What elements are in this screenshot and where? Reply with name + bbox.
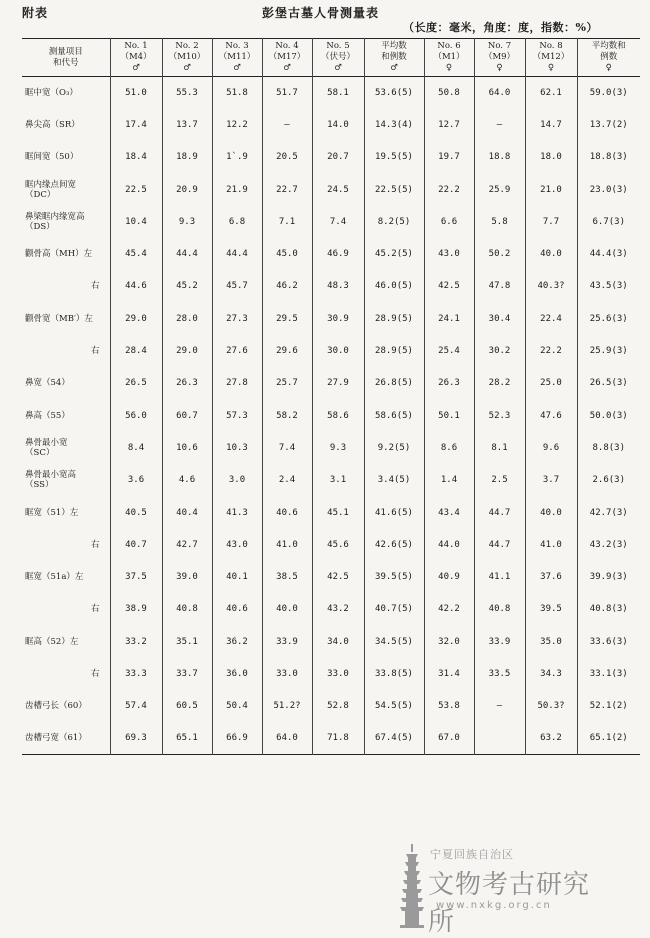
table-cell: 25.9(3) bbox=[577, 335, 640, 367]
table-cell: 44.4 bbox=[212, 238, 262, 270]
table-cell: 36.2 bbox=[212, 626, 262, 658]
table-cell: 40.0 bbox=[525, 496, 577, 528]
table-cell: 44.7 bbox=[474, 529, 525, 561]
table-row bbox=[22, 464, 640, 496]
table-cell: 2.6(3) bbox=[577, 464, 640, 496]
row-label: 齿槽弓长（60） bbox=[22, 690, 110, 722]
table-cell: 25.6(3) bbox=[577, 303, 640, 335]
table-cell: 45.1 bbox=[312, 496, 364, 528]
table-cell: 31.4 bbox=[424, 658, 474, 690]
table-cell: 60.5 bbox=[162, 690, 212, 722]
table-cell: 43.0 bbox=[424, 238, 474, 270]
row-label: 齿槽弓宽（61） bbox=[22, 722, 110, 754]
table-cell: 1`.9 bbox=[212, 141, 262, 173]
table-cell: 51.0 bbox=[110, 77, 162, 109]
table-cell: 69.3 bbox=[110, 722, 162, 754]
table-cell: 59.0(3) bbox=[577, 77, 640, 109]
table-cell: 52.8 bbox=[312, 690, 364, 722]
table-cell: 28.2 bbox=[474, 367, 525, 399]
table-cell: 26.5 bbox=[110, 367, 162, 399]
row-label: 右 bbox=[22, 593, 110, 625]
table-cell: 25.9 bbox=[474, 173, 525, 205]
table-cell: 29.0 bbox=[162, 335, 212, 367]
table-cell: 60.7 bbox=[162, 399, 212, 431]
table-cell: 33.2 bbox=[110, 626, 162, 658]
table-cell: 27.6 bbox=[212, 335, 262, 367]
table-cell: 40.6 bbox=[262, 496, 312, 528]
table-title: 彭堡古墓人骨测量表 bbox=[262, 6, 380, 20]
table-row bbox=[22, 432, 640, 464]
table-cell: 57.3 bbox=[212, 399, 262, 431]
table-row bbox=[22, 270, 640, 302]
table-cell: 22.5 bbox=[110, 173, 162, 205]
table-cell: 42.2 bbox=[424, 593, 474, 625]
table-cell: 42.5 bbox=[312, 561, 364, 593]
table-cell: 6.6 bbox=[424, 206, 474, 238]
table-cell: 41.0 bbox=[262, 529, 312, 561]
row-label: 眶宽（51）左 bbox=[22, 496, 110, 528]
column-header-specimen: No. 7 （M9） ♀ bbox=[474, 39, 525, 77]
table-row bbox=[22, 561, 640, 593]
table-cell: 39.9(3) bbox=[577, 561, 640, 593]
table-cell: — bbox=[474, 109, 525, 141]
table-cell: 40.9 bbox=[424, 561, 474, 593]
table-row bbox=[22, 367, 640, 399]
table-cell: 38.9 bbox=[110, 593, 162, 625]
header-row bbox=[22, 39, 640, 77]
table-cell: 18.0 bbox=[525, 141, 577, 173]
table-cell: 44.4 bbox=[162, 238, 212, 270]
table-cell: 41.1 bbox=[474, 561, 525, 593]
table-cell: 3.0 bbox=[212, 464, 262, 496]
table-cell: 65.1 bbox=[162, 722, 212, 754]
table-row bbox=[22, 141, 640, 173]
table-cell: 42.5 bbox=[424, 270, 474, 302]
table-cell: 64.0 bbox=[474, 77, 525, 109]
table-cell: 58.2 bbox=[262, 399, 312, 431]
table-cell: 8.8(3) bbox=[577, 432, 640, 464]
table-cell: 37.6 bbox=[525, 561, 577, 593]
table-cell: 13.7(2) bbox=[577, 109, 640, 141]
table-cell: 53.8 bbox=[424, 690, 474, 722]
table-cell: 33.7 bbox=[162, 658, 212, 690]
table-cell: 47.8 bbox=[474, 270, 525, 302]
table-cell: 30.0 bbox=[312, 335, 364, 367]
table-cell: 28.9(5) bbox=[364, 303, 424, 335]
table-cell: 58.6 bbox=[312, 399, 364, 431]
measurement-table bbox=[22, 38, 640, 755]
table-cell: 9.6 bbox=[525, 432, 577, 464]
table-cell: 19.7 bbox=[424, 141, 474, 173]
table-cell: 17.4 bbox=[110, 109, 162, 141]
table-cell: 40.8 bbox=[162, 593, 212, 625]
column-header-specimen: No. 6 （M1） ♀ bbox=[424, 39, 474, 77]
table-cell: 71.8 bbox=[312, 722, 364, 754]
table-cell: 43.2 bbox=[312, 593, 364, 625]
table-cell: 8.6 bbox=[424, 432, 474, 464]
table-cell: 13.7 bbox=[162, 109, 212, 141]
column-header-specimen: 平均数和 例数 ♀ bbox=[577, 39, 640, 77]
table-cell: 25.7 bbox=[262, 367, 312, 399]
table-cell: 40.8(3) bbox=[577, 593, 640, 625]
table-cell: 48.3 bbox=[312, 270, 364, 302]
table-cell: 20.7 bbox=[312, 141, 364, 173]
table-cell: 14.3(4) bbox=[364, 109, 424, 141]
column-header-specimen: No. 8 （M12） ♀ bbox=[525, 39, 577, 77]
table-cell: 45.4 bbox=[110, 238, 162, 270]
table-cell: 33.8(5) bbox=[364, 658, 424, 690]
table-cell: 44.6 bbox=[110, 270, 162, 302]
table-cell: 40.1 bbox=[212, 561, 262, 593]
table-row bbox=[22, 109, 640, 141]
table-cell: 12.2 bbox=[212, 109, 262, 141]
table-cell: 8.2(5) bbox=[364, 206, 424, 238]
table-cell: 40.0 bbox=[525, 238, 577, 270]
table-cell: 14.0 bbox=[312, 109, 364, 141]
table-cell: 65.1(2) bbox=[577, 722, 640, 754]
table-cell: 63.2 bbox=[525, 722, 577, 754]
table-cell: 10.6 bbox=[162, 432, 212, 464]
pagoda-icon bbox=[400, 844, 424, 928]
table-cell: 19.5(5) bbox=[364, 141, 424, 173]
table-cell: 51.8 bbox=[212, 77, 262, 109]
table-cell: 29.5 bbox=[262, 303, 312, 335]
table-cell: 53.6(5) bbox=[364, 77, 424, 109]
table-row bbox=[22, 399, 640, 431]
row-label: 眶高（52）左 bbox=[22, 626, 110, 658]
row-label: 鼻宽（54） bbox=[22, 367, 110, 399]
table-cell: 45.6 bbox=[312, 529, 364, 561]
table-cell: 21.0 bbox=[525, 173, 577, 205]
table-cell: 33.1(3) bbox=[577, 658, 640, 690]
watermark-url: www.nxkg.org.cn bbox=[436, 900, 552, 911]
table-cell: 44.0 bbox=[424, 529, 474, 561]
table-cell: 1.4 bbox=[424, 464, 474, 496]
table-cell: 45.2 bbox=[162, 270, 212, 302]
table-cell: 33.6(3) bbox=[577, 626, 640, 658]
table-cell: 44.4(3) bbox=[577, 238, 640, 270]
table-row bbox=[22, 335, 640, 367]
table-cell: 10.4 bbox=[110, 206, 162, 238]
table-row bbox=[22, 529, 640, 561]
table-body bbox=[22, 77, 640, 755]
table-cell: 47.6 bbox=[525, 399, 577, 431]
table-cell: 29.6 bbox=[262, 335, 312, 367]
table-cell: 3.7 bbox=[525, 464, 577, 496]
table-cell: 33.0 bbox=[262, 658, 312, 690]
table-cell: 35.0 bbox=[525, 626, 577, 658]
table-cell: 30.4 bbox=[474, 303, 525, 335]
row-label: 鼻梁眶内缘宽高 （DS） bbox=[22, 206, 110, 238]
table-cell: 41.6(5) bbox=[364, 496, 424, 528]
table-cell: 58.6(5) bbox=[364, 399, 424, 431]
table-cell: 67.4(5) bbox=[364, 722, 424, 754]
table-cell: 28.4 bbox=[110, 335, 162, 367]
table-cell: 22.4 bbox=[525, 303, 577, 335]
row-label: 颧骨宽（MB′）左 bbox=[22, 303, 110, 335]
table-cell: 8.4 bbox=[110, 432, 162, 464]
table-cell: 4.6 bbox=[162, 464, 212, 496]
table-cell: 39.5(5) bbox=[364, 561, 424, 593]
row-label: 眶中宽（O₃） bbox=[22, 77, 110, 109]
table-cell: 9.2(5) bbox=[364, 432, 424, 464]
table-cell: 32.0 bbox=[424, 626, 474, 658]
table-cell: 33.9 bbox=[474, 626, 525, 658]
table-cell: 25.4 bbox=[424, 335, 474, 367]
table-cell: 33.0 bbox=[312, 658, 364, 690]
table-cell: 7.4 bbox=[312, 206, 364, 238]
table-cell: 5.8 bbox=[474, 206, 525, 238]
table-cell: 56.0 bbox=[110, 399, 162, 431]
table-cell: 50.0(3) bbox=[577, 399, 640, 431]
watermark-region: 宁夏回族自治区 bbox=[430, 848, 514, 861]
table-cell: 3.4(5) bbox=[364, 464, 424, 496]
table-cell: 10.3 bbox=[212, 432, 262, 464]
table-cell: 41.3 bbox=[212, 496, 262, 528]
table-cell: 7.4 bbox=[262, 432, 312, 464]
table-cell: 40.6 bbox=[212, 593, 262, 625]
table-cell: 66.9 bbox=[212, 722, 262, 754]
table-cell: 43.4 bbox=[424, 496, 474, 528]
table-cell: 2.4 bbox=[262, 464, 312, 496]
table-cell: 20.9 bbox=[162, 173, 212, 205]
table-cell: 34.5(5) bbox=[364, 626, 424, 658]
table-cell: 46.2 bbox=[262, 270, 312, 302]
table-cell: 54.5(5) bbox=[364, 690, 424, 722]
table-cell: 57.4 bbox=[110, 690, 162, 722]
table-cell: 8.1 bbox=[474, 432, 525, 464]
table-cell: 50.2 bbox=[474, 238, 525, 270]
table-cell: 50.3? bbox=[525, 690, 577, 722]
column-header-specimen: 平均数 和例数 ♂ bbox=[364, 39, 424, 77]
table-cell: 30.2 bbox=[474, 335, 525, 367]
table-row bbox=[22, 238, 640, 270]
table-cell: 30.9 bbox=[312, 303, 364, 335]
column-header-specimen: No. 4 （M17） ♂ bbox=[262, 39, 312, 77]
table-cell: 21.9 bbox=[212, 173, 262, 205]
table-cell: 58.1 bbox=[312, 77, 364, 109]
table-row bbox=[22, 303, 640, 335]
table-cell: 40.7(5) bbox=[364, 593, 424, 625]
table-cell: 43.5(3) bbox=[577, 270, 640, 302]
table-row bbox=[22, 593, 640, 625]
column-header-specimen: No. 1 （M4） ♂ bbox=[110, 39, 162, 77]
table-cell: 6.8 bbox=[212, 206, 262, 238]
table-row bbox=[22, 77, 640, 109]
table-row bbox=[22, 722, 640, 754]
table-cell: 18.8 bbox=[474, 141, 525, 173]
table-row bbox=[22, 626, 640, 658]
table-cell: 50.4 bbox=[212, 690, 262, 722]
row-label: 右 bbox=[22, 270, 110, 302]
table-cell: 26.8(5) bbox=[364, 367, 424, 399]
table-cell: 51.2? bbox=[262, 690, 312, 722]
table-cell: 34.0 bbox=[312, 626, 364, 658]
table-cell: 3.6 bbox=[110, 464, 162, 496]
table-cell: 40.7 bbox=[110, 529, 162, 561]
table-cell: 26.5(3) bbox=[577, 367, 640, 399]
table-cell: 40.0 bbox=[262, 593, 312, 625]
table-cell: 44.7 bbox=[474, 496, 525, 528]
table-cell: 50.8 bbox=[424, 77, 474, 109]
table-cell: 18.4 bbox=[110, 141, 162, 173]
table-cell: 3.1 bbox=[312, 464, 364, 496]
table-cell: 41.0 bbox=[525, 529, 577, 561]
table-cell: 37.5 bbox=[110, 561, 162, 593]
table-cell: 22.2 bbox=[424, 173, 474, 205]
table-cell: 50.1 bbox=[424, 399, 474, 431]
table-cell: 22.2 bbox=[525, 335, 577, 367]
table-cell: 33.9 bbox=[262, 626, 312, 658]
table-cell: 33.5 bbox=[474, 658, 525, 690]
table-row bbox=[22, 206, 640, 238]
row-label: 右 bbox=[22, 529, 110, 561]
table-cell: 24.1 bbox=[424, 303, 474, 335]
table-cell: — bbox=[262, 109, 312, 141]
table-cell: 22.5(5) bbox=[364, 173, 424, 205]
table-cell: 27.3 bbox=[212, 303, 262, 335]
table-cell: 42.7(3) bbox=[577, 496, 640, 528]
table-cell: 22.7 bbox=[262, 173, 312, 205]
table-row bbox=[22, 690, 640, 722]
table-cell: 62.1 bbox=[525, 77, 577, 109]
table-row bbox=[22, 173, 640, 205]
row-label: 鼻骨最小宽高 （SS） bbox=[22, 464, 110, 496]
table-cell: 2.5 bbox=[474, 464, 525, 496]
table-cell: 6.7(3) bbox=[577, 206, 640, 238]
table-cell: 45.2(5) bbox=[364, 238, 424, 270]
table-cell: 43.0 bbox=[212, 529, 262, 561]
table-cell: 46.0(5) bbox=[364, 270, 424, 302]
table-cell: 29.0 bbox=[110, 303, 162, 335]
table-cell: 40.8 bbox=[474, 593, 525, 625]
table-cell: 28.0 bbox=[162, 303, 212, 335]
table-cell: 20.5 bbox=[262, 141, 312, 173]
table-cell: 39.0 bbox=[162, 561, 212, 593]
table-cell: 55.3 bbox=[162, 77, 212, 109]
table-cell: 33.3 bbox=[110, 658, 162, 690]
table-cell: 18.8(3) bbox=[577, 141, 640, 173]
table-cell: 52.3 bbox=[474, 399, 525, 431]
table-cell: 24.5 bbox=[312, 173, 364, 205]
table-row bbox=[22, 496, 640, 528]
table-cell: 27.9 bbox=[312, 367, 364, 399]
table-cell: 18.9 bbox=[162, 141, 212, 173]
table-cell: 34.3 bbox=[525, 658, 577, 690]
units-note: （长度：毫米，角度：度，指数：%） bbox=[403, 21, 598, 34]
table-cell: 38.5 bbox=[262, 561, 312, 593]
table-cell: 67.0 bbox=[424, 722, 474, 754]
table-cell: 42.6(5) bbox=[364, 529, 424, 561]
table-cell: 36.0 bbox=[212, 658, 262, 690]
table-cell: 40.5 bbox=[110, 496, 162, 528]
table-cell: 35.1 bbox=[162, 626, 212, 658]
table-cell: 9.3 bbox=[162, 206, 212, 238]
table-cell: 7.7 bbox=[525, 206, 577, 238]
table-cell: 43.2(3) bbox=[577, 529, 640, 561]
row-label: 鼻高（55） bbox=[22, 399, 110, 431]
table-cell: 23.0(3) bbox=[577, 173, 640, 205]
row-label: 颧骨高（MH）左 bbox=[22, 238, 110, 270]
table-cell: 26.3 bbox=[162, 367, 212, 399]
row-label: 右 bbox=[22, 658, 110, 690]
column-header-item: 测量项目 和代号 bbox=[22, 39, 110, 77]
table-cell: 40.4 bbox=[162, 496, 212, 528]
row-label: 鼻尖高（SR） bbox=[22, 109, 110, 141]
table-cell: 28.9(5) bbox=[364, 335, 424, 367]
table-cell: 14.7 bbox=[525, 109, 577, 141]
column-header-specimen: No. 3 （M11） ♂ bbox=[212, 39, 262, 77]
table-cell: 42.7 bbox=[162, 529, 212, 561]
column-header-specimen: No. 2 （M10） ♂ bbox=[162, 39, 212, 77]
appendix-label: 附表 bbox=[22, 6, 49, 20]
table-cell: 51.7 bbox=[262, 77, 312, 109]
table-cell: 9.3 bbox=[312, 432, 364, 464]
table-cell: 45.0 bbox=[262, 238, 312, 270]
row-label: 眶宽（51a）左 bbox=[22, 561, 110, 593]
table-cell: 45.7 bbox=[212, 270, 262, 302]
table-cell: — bbox=[474, 690, 525, 722]
row-label: 眶内缘点间宽 （DC） bbox=[22, 173, 110, 205]
row-label: 眶间宽（50） bbox=[22, 141, 110, 173]
table-cell: 40.3? bbox=[525, 270, 577, 302]
row-label: 鼻骨最小宽 （SC） bbox=[22, 432, 110, 464]
publisher-watermark bbox=[396, 842, 596, 937]
table-row bbox=[22, 658, 640, 690]
column-header-specimen: No. 5 （伏号） ♂ bbox=[312, 39, 364, 77]
table-cell: 52.1(2) bbox=[577, 690, 640, 722]
table-cell: 7.1 bbox=[262, 206, 312, 238]
table-cell: 27.8 bbox=[212, 367, 262, 399]
table-cell: 46.9 bbox=[312, 238, 364, 270]
watermark-institute: 文物考古研究所 bbox=[428, 870, 591, 937]
table-cell: 25.0 bbox=[525, 367, 577, 399]
table-cell: 26.3 bbox=[424, 367, 474, 399]
table-cell bbox=[474, 722, 525, 754]
table-cell: 64.0 bbox=[262, 722, 312, 754]
row-label: 右 bbox=[22, 335, 110, 367]
table-cell: 12.7 bbox=[424, 109, 474, 141]
table-cell: 39.5 bbox=[525, 593, 577, 625]
